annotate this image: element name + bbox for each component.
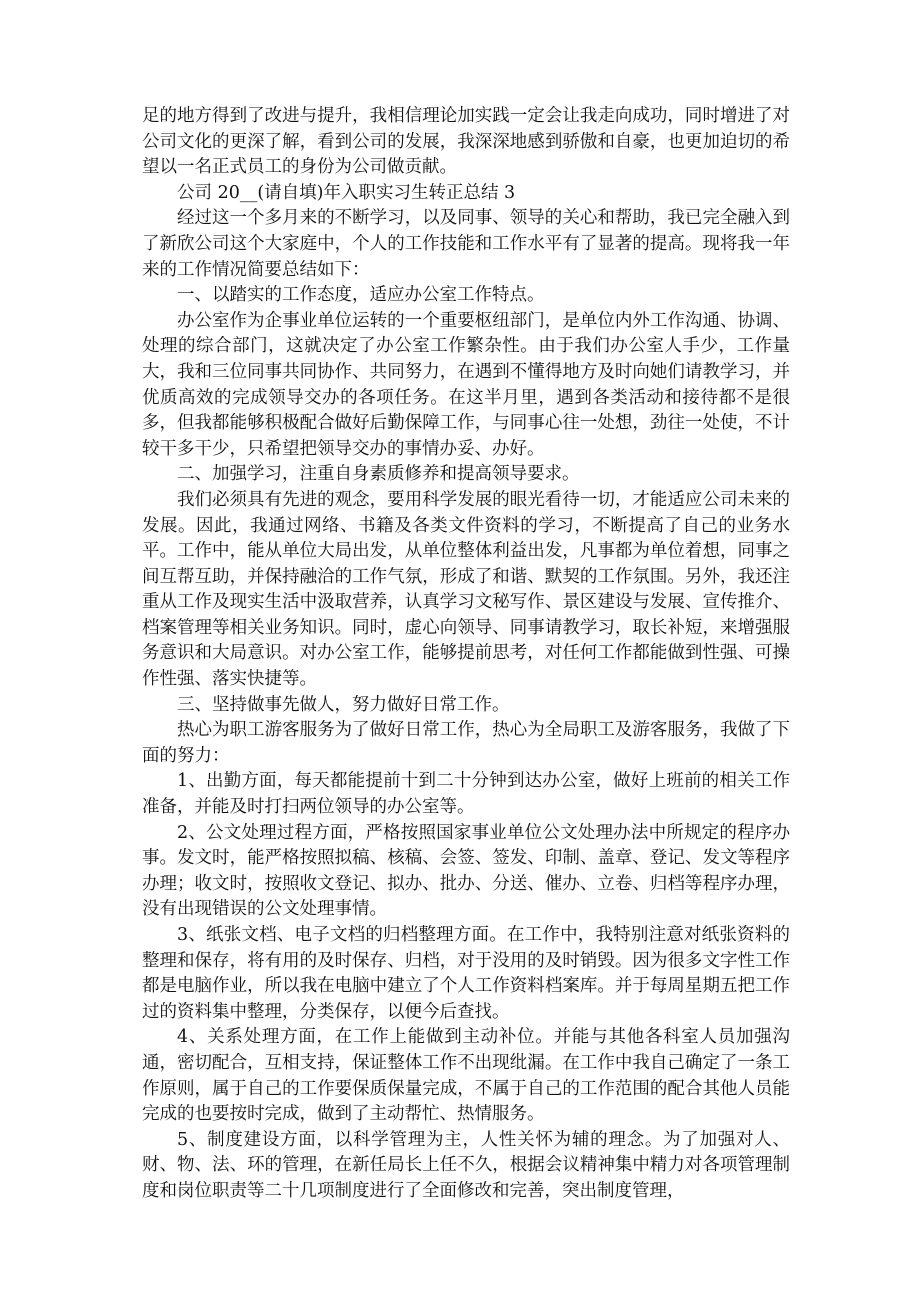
list-item-5: 5、制度建设方面，以科学管理为主，人性关怀为辅的理念。为了加强对人、财、物、法、环的管理，在新任局长上任不久，根据会议精神集中精力对各项管理制度和岗位职责等二十几项制度进行了全面修改和完善，突出制度管理， [142, 1129, 790, 1201]
section-title: 公司 20__(请自填)年入职实习生转正总结 3 [177, 182, 516, 203]
paragraph-8: 热心为职工游客服务为了做好日常工作，热心为全局职工及游客服务，我做了下面的努力： [142, 720, 790, 766]
list-item-4: 4、关系处理方面，在工作上能做到主动补位。并能与其他各科室人员加强沟通，密切配合，互相支持，保证整体工作不出现纰漏。在工作中我自己确定了一条工作原则，属于自己的工作要保质保量完成，不属于自己的工作范围的配合其他人员能完成的也要按时完成，做到了主动帮忙、热情服务。 [142, 1027, 790, 1125]
paragraph-4: 办公室作为企事业单位运转的一个重要枢纽部门，是单位内外工作沟通、协调、处理的综合部门，这就决定了办公室工作繁杂性。由于我们办公室人手少，工作量大，我和三位同事共同协作、共同努力，在遇到不懂得地方及时向她们请教学习，并优质高效的完成领导交办的各项任务。在这半月里，遇到各类活动和接待都不是很多，但我都能够积极配合做好后勤保障工作，与同事心往一处想，劲往一处使，不计较干多干少，只希望把领导交办的事情办妥、办好。 [142, 310, 790, 459]
paragraph-2: 经过这一个多月来的不断学习，以及同事、领导的关心和帮助，我已完全融入到了新欣公司这个大家庭中，个人的工作技能和工作水平有了显著的提高。现将我一年来的工作情况简要总结如下： [142, 208, 790, 280]
heading-2: 二、加强学习，注重自身素质修养和提高领导要求。 [177, 464, 580, 485]
list-item-1: 1、出勤方面，每天都能提前十到二十分钟到达办公室，做好上班前的相关工作准备，并能及时打扫两位领导的办公室等。 [142, 771, 790, 818]
list-item-2: 2、公文处理过程方面，严格按照国家事业单位公文处理办法中所规定的程序办事。发文时，能严格按照拟稿、核稿、会签、签发、印制、盖章、登记、发文等程序办理；收文时，按照收文登记、拟办、批办、分送、催办、立卷、归档等程序办理，没有出现错误的公文处理事情。 [142, 822, 790, 920]
heading-3: 三、坚持做事先做人，努力做好日常工作。 [177, 694, 510, 715]
heading-1: 一、以踏实的工作态度，适应办公室工作特点。 [177, 285, 545, 306]
paragraph-6: 我们必须具有先进的观念，要用科学发展的眼光看待一切，才能适应公司未来的发展。因此，我通过网络、书籍及各类文件资料的学习，不断提高了自己的业务水平。工作中，能从单位大局出发，从单位整体利益出发，凡事都为单位着想，同事之间互帮互助，并保持融洽的工作气氛，形成了和谐、默契的工作氛围。另外，我还注重从工作及现实生活中汲取营养，认真学习文秘写作、景区建设与发展、宣传推介、档案管理等相关业务知识。同时，虚心向领导、同事请教学习，取长补短，来增强服务意识和大局意识。对办公室工作，能够提前思考，对任何工作都能做到性强、可操作性强、落实快捷等。 [142, 489, 790, 690]
list-item-3: 3、纸张文档、电子文档的归档整理方面。在工作中，我特别注意对纸张资料的整理和保存，将有用的及时保存、归档，对于没用的及时销毁。因为很多文字性工作都是电脑作业，所以我在电脑中建立了个人工作资料档案库。并于每周星期五把工作过的资料集中整理，分类保存，以便今后查找。 [142, 925, 790, 1022]
document-page [142, 104, 790, 1205]
paragraph-0: 足的地方得到了改进与提升，我相信理论加实践一定会让我走向成功，同时增进了对公司文化的更深了解，看到公司的发展，我深深地感到骄傲和自豪，也更加迫切的希望以一名正式员工的身份为公司做贡献。 [142, 106, 790, 178]
